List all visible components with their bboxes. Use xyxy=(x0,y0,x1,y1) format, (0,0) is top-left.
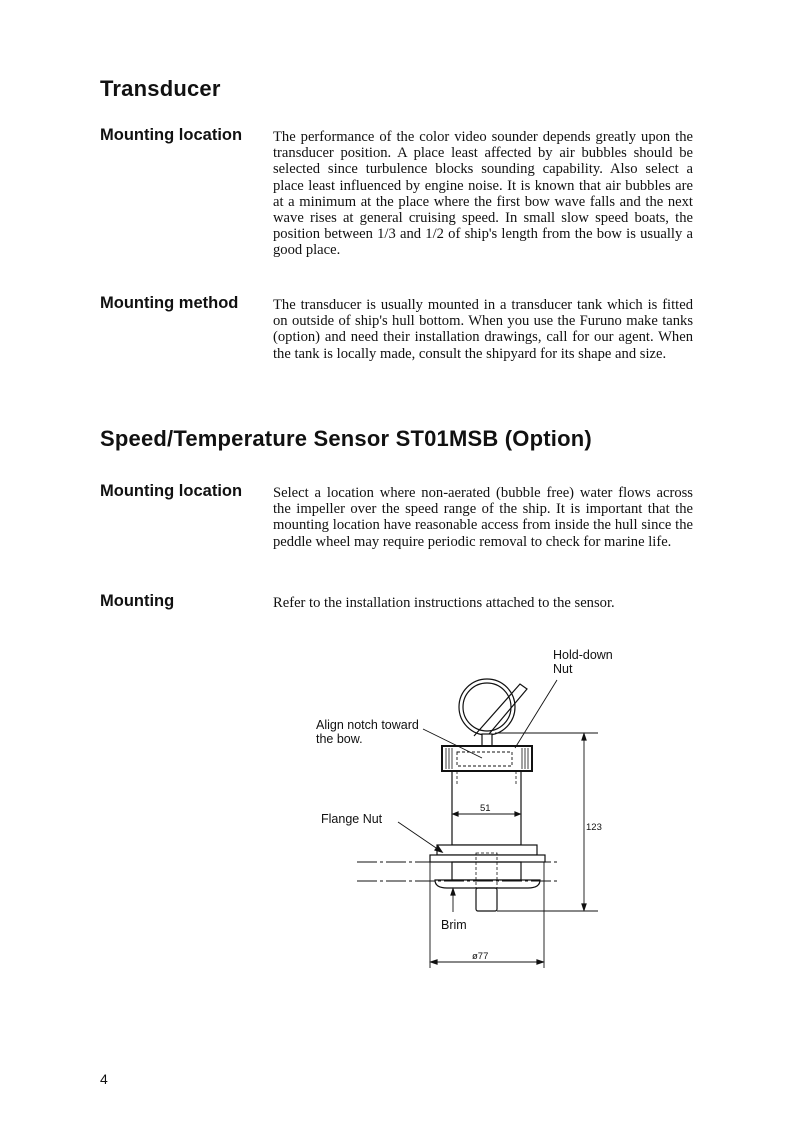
paragraph-sensor-mounting: Refer to the installation instructions attached to the sensor. xyxy=(273,595,615,611)
section-title-speed-sensor: Speed/Temperature Sensor ST01MSB (Option) xyxy=(100,426,592,451)
label-hold-down: Hold-down xyxy=(553,648,613,662)
flange-nut-leader xyxy=(398,822,442,852)
heading-mounting-location: Mounting location xyxy=(100,126,243,144)
label-brim: Brim xyxy=(441,918,467,932)
section-title-transducer: Transducer xyxy=(100,76,221,101)
flange-nut xyxy=(437,845,537,855)
label-align-notch: Align notch toward xyxy=(316,718,419,732)
label-nut: Nut xyxy=(553,662,573,676)
heading-sensor-mounting-location: Mounting location xyxy=(100,482,243,500)
dimension-123: 123 xyxy=(586,822,602,833)
label-the-bow: the bow. xyxy=(316,732,363,746)
notch-post xyxy=(482,734,492,746)
hold-down-nut xyxy=(442,746,532,771)
paragraph-mounting-method: The transducer is usually mounted in a transducer tank which is fitted on outside of ship's hull bottom. When you use the Furuno make tanks (option) and need their installation drawings, call for our agent. When the tank is locally made, consult the shipyard for its shape and size. xyxy=(273,297,693,362)
flange xyxy=(430,855,545,862)
dimension-51: 51 xyxy=(480,803,491,814)
heading-mounting-method: Mounting method xyxy=(100,294,239,312)
ring-handle-inner xyxy=(463,683,511,731)
dimension-77: ø77 xyxy=(472,951,489,962)
stud xyxy=(476,888,497,911)
hold-down-leader xyxy=(515,680,557,748)
paragraph-sensor-mounting-location: Select a location where non-aerated (bubble free) water flows across the impeller over the speed range of the ship. It is important that the mounting location have reasonable access from inside the hull since the peddle wheel may require periodic removal to check for marine life. xyxy=(273,485,693,550)
ring-handle xyxy=(459,679,515,735)
label-flange-nut: Flange Nut xyxy=(321,812,383,826)
page-number: 4 xyxy=(100,1071,108,1087)
paragraph-mounting-location: The performance of the color video sounder depends greatly upon the transducer position. A place least affected by air bubbles should be selected since turbulence blocks sounding capability. Also select a place least influenced by engine noise. It is known that air bubbles are at a minimum at the place where the first bow wave falls and the next wave rises at general cruising speed. In small slow speed boats, the position between 1/3 and 1/2 of ship's length from the bow is usually a good place. xyxy=(273,129,693,259)
heading-sensor-mounting: Mounting xyxy=(100,592,175,610)
lower-body xyxy=(452,862,521,880)
